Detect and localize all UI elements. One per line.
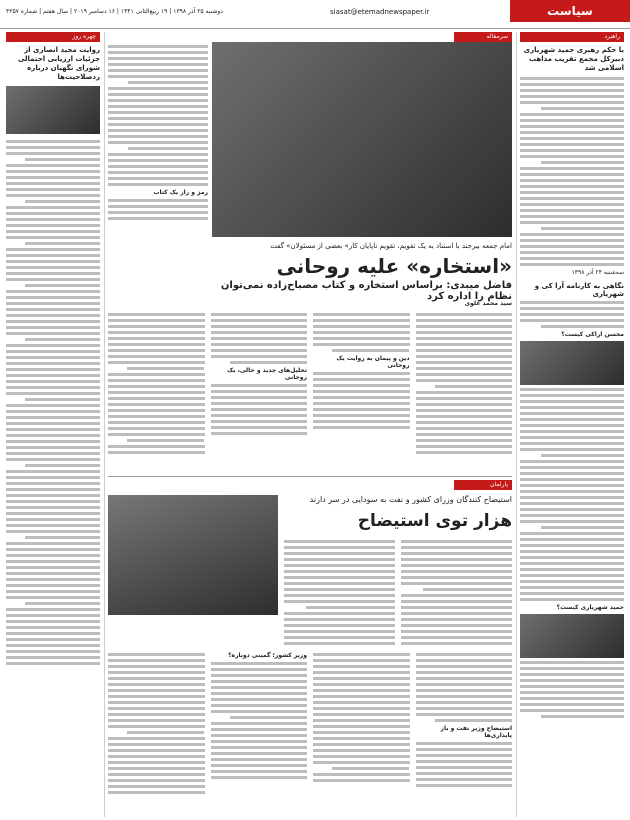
main-story-byline: سید محمد علوی: [464, 300, 512, 307]
main-story-left-text: [108, 42, 208, 223]
second-story: [108, 476, 512, 817]
right-column: [520, 32, 624, 817]
main-story-subhead: فاضل میبدی: براساس استخاره و کتاب مصباح‌زاده نمی‌توان نظام را اداره کرد: [220, 280, 512, 302]
right-column-tag: راهبرد: [520, 32, 624, 42]
right-column-title: با حکم رهبری حمید شهریاری دبیرکل مجمع تقریب مذاهب اسلامی شد: [523, 46, 624, 72]
main-story-photo: [212, 42, 512, 237]
right-column-caption1: محسن اراکی کیست؟: [561, 331, 624, 338]
second-story-headline: هزار توی استیضاح: [357, 511, 512, 531]
second-story-text: [108, 537, 512, 797]
main-story-kicker: امام جمعه بیرجند با استناد به یک تقویم، تقویم ناپایان کار» بعضی از مسئولان» گفت: [270, 242, 512, 250]
right-column-photo1: [520, 341, 624, 385]
left-column-photo: [6, 86, 100, 134]
left-column-tag: چهره روز: [6, 32, 100, 42]
left-column: [6, 32, 100, 817]
main-story-tag: سرمقاله: [454, 32, 512, 42]
right-column-caption2: حمید شهریاری کیست؟: [556, 604, 624, 611]
issue-date: دوشنبه ۲۵ آذر ۱۳۹۸ | ۱۹ ربیع‌الثانی ۱۴۴۱ | ۱۶ دسامبر ۲۰۱۹ | سال هفتم | شماره ۴۳۵۷: [6, 8, 223, 15]
page-header: [0, 0, 630, 29]
left-column-title: روایت مجید انصاری از جزئیات ارزیابی احتمالی شورای نگهبان درباره ردصلاحیت‌ها: [17, 46, 100, 81]
main-story-text: [108, 310, 512, 457]
email-address: siasat@etemadnewspaper.ir: [330, 8, 430, 16]
section-title: سیاست: [510, 0, 630, 22]
main-story-inner-heading1: دین و پیمان به روایت یک روحانی: [336, 355, 410, 369]
right-column-text: [520, 77, 624, 266]
second-story-inner-heading1: وزیر کشور؛ گمینی دوباره؟: [228, 652, 307, 659]
second-story-kicker: استیضاح کنندگان وزرای کشور و نفت به سودایی در سر دارند: [309, 495, 512, 504]
right-column-photo2: [520, 614, 624, 658]
main-story-inner-heading3: رمز و راز یک کتاب: [153, 189, 208, 196]
main-story-headline: «استخاره» علیه روحانی: [276, 254, 512, 278]
second-story-tag: پارلمان: [454, 480, 512, 490]
right-column-subtitle: نگاهی به کارنامه آرا کی و شهریاری: [534, 282, 624, 298]
second-story-inner-heading2: استیضاح وزیر نفت و باز پایداری‌ها: [440, 725, 512, 739]
right-column-date: سه‌شنبه ۲۴ آذر ۱۳۹۸: [571, 269, 624, 276]
left-column-text: [6, 140, 100, 665]
main-story-inner-heading2: تحلیل‌های جدید و حالی، یک روحانی: [227, 367, 307, 381]
main-story: [108, 32, 512, 472]
